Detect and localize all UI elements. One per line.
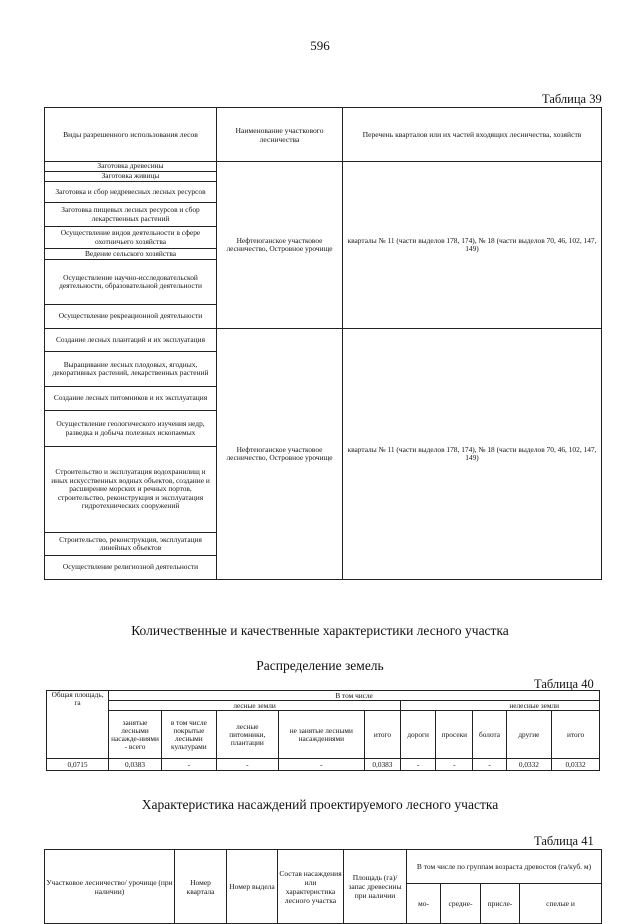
t39-use: Заготовка живицы [45, 172, 217, 182]
t39-header-uses: Виды разрешенного использования лесов [45, 108, 217, 162]
t39-use: Создание лесных плантаций и их эксплуатация [45, 329, 217, 352]
t39-use: Заготовка пищевых лесных ресурсов и сбор лекарственных растений [45, 203, 217, 227]
table-39 [44, 107, 602, 580]
t39-use: Строительство и эксплуатация водохранилищ и иных искусственных водных объектов, создание и расширение морских и речных портов, строительство, реконструкция и эксплуатация гидротехнических сооружений [45, 447, 217, 533]
t40-col: дороги [401, 711, 436, 759]
t39-use: Заготовка и сбор недревесных лесных ресурсов [45, 182, 217, 203]
t40-total-header: Общая площадь, га [47, 691, 109, 759]
t39-quarters-2: кварталы № 11 (части выделов 178, 174), № 18 (части выделов 70, 46, 102, 147, 149) [343, 329, 602, 580]
t40-col: другие [506, 711, 552, 759]
t39-use: Создание лесных питомников и их эксплуатация [45, 387, 217, 411]
t41-col-plot: Номер выдела [227, 850, 278, 924]
t40-cell: - [278, 759, 364, 771]
t40-col: итого [552, 711, 600, 759]
t41-col-area: Площадь (га)/запас древесины при наличии [344, 850, 407, 924]
t40-col: итого [364, 711, 400, 759]
t39-header-forestry: Наименование участкового лесничества [217, 108, 343, 162]
section-title: Количественные и качественные характеристики лесного участка [131, 623, 509, 638]
t40-incl-header: В том числе [109, 691, 600, 701]
subsection-title: Распределение земель [256, 658, 384, 673]
t39-use: Строительство, реконструкция, эксплуатация линейных объектов [45, 533, 217, 556]
t40-col: занятые лесными насажде-ниями - всего [109, 711, 162, 759]
t40-forest-header: лесные земли [109, 701, 401, 711]
t40-cell: 0,0383 [364, 759, 400, 771]
t40-cell: - [161, 759, 216, 771]
t40-cell: 0,0332 [506, 759, 552, 771]
section2-title: Характеристика насаждений проектируемого лесного участка [141, 797, 499, 812]
t39-quarters-1: кварталы № 11 (части выделов 178, 174), № 18 (части выделов 70, 46, 102, 147, 149) [343, 162, 602, 329]
t40-cell: - [216, 759, 278, 771]
table41-caption: Таблица 41 [534, 834, 594, 848]
t41-col-age-groups: В том числе по группам возраста древостоя (га/куб. м) [407, 850, 602, 884]
t39-use: Осуществление геологического изучения недр, разведка и добыча полезных ископаемых [45, 411, 217, 447]
t39-use: Ведение сельского хозяйства [45, 249, 217, 260]
page-number: 596 [310, 38, 330, 53]
table-41 [44, 849, 602, 924]
table-40 [46, 690, 600, 771]
t40-col: в том числе покрытые лесными культурами [161, 711, 216, 759]
t41-col-composition: Состав насаждения или характеристика лесного участка [278, 850, 344, 924]
t40-cell: - [401, 759, 436, 771]
t39-use: Выращивание лесных плодовых, ягодных, декоративных растений, лекарственных растений [45, 352, 217, 387]
table40-caption: Таблица 40 [534, 677, 594, 691]
t41-age-group: присле- [481, 884, 520, 924]
t41-col-forestry: Участковое лесничество/ урочище (при наличии) [45, 850, 175, 924]
t40-col: просеки [436, 711, 473, 759]
t39-use: Осуществление религиозной деятельности [45, 556, 217, 580]
t39-forestry-2: Нефтеюганское участковое лесничество, Островное урочище [217, 329, 343, 580]
t39-header-quarters: Перечень кварталов или их частей входящих лесничества, хозяйств [343, 108, 602, 162]
t40-cell: - [436, 759, 473, 771]
t41-age-group: средне- [441, 884, 481, 924]
t40-cell: 0,0332 [552, 759, 600, 771]
t39-forestry-1: Нефтеюганское участковое лесничество, Островное урочище [217, 162, 343, 329]
t41-age-group: мо- [407, 884, 441, 924]
t39-use: Заготовка древесины [45, 162, 217, 172]
t40-col: не занятые лесными насаждениями [278, 711, 364, 759]
t41-col-quarter: Номер квартала [175, 850, 227, 924]
table39-caption: Таблица 39 [542, 92, 602, 106]
t39-use: Осуществление видов деятельности в сфере охотничьего хозяйства [45, 227, 217, 249]
t40-nonforest-header: нелесные земли [401, 701, 600, 711]
t39-use: Осуществление рекреационной деятельности [45, 305, 217, 329]
t40-col: лесные питомники, плантации [216, 711, 278, 759]
t39-use: Осуществление научно-исследовательской деятельности, образовательной деятельности [45, 260, 217, 305]
t40-cell: 0,0715 [47, 759, 109, 771]
t40-col: болота [473, 711, 506, 759]
t41-age-group: спелые и [520, 884, 602, 924]
t40-cell: - [473, 759, 506, 771]
t40-cell: 0,0383 [109, 759, 162, 771]
